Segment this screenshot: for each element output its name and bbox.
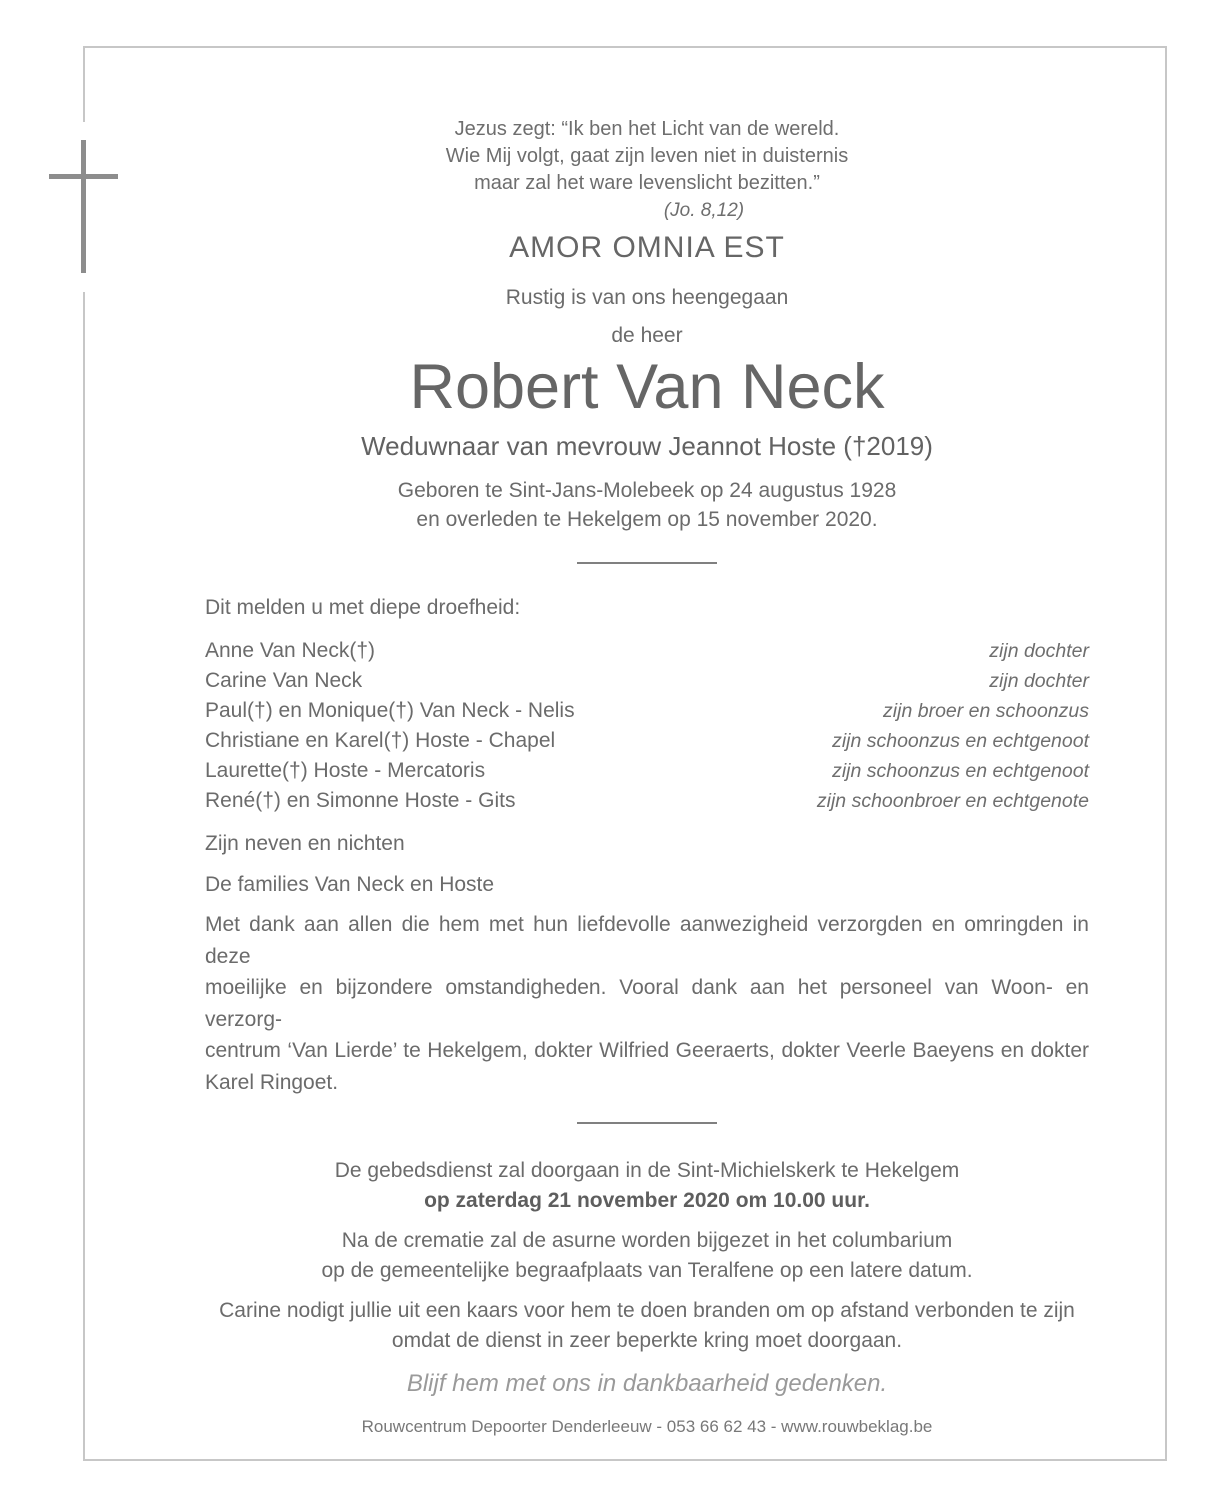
motto: AMOR OMNIA EST [509,231,785,264]
birth-line: Geboren te Sint-Jans-Molebeek op 24 augustus 1928 [397,479,897,502]
service-datetime-line: op zaterdag 21 november 2020 om 10.00 uur. [424,1189,870,1212]
candle-invitation [205,1296,1089,1356]
intro-line: Rustig is van ons heengegaan [505,286,789,309]
announcement-line: Dit melden u met diepe droefheid: [205,596,521,619]
cremation-line-1: Na de crematie zal de asurne worden bijgezet in het columbarium [341,1229,953,1252]
family-member-relation: zijn schoonbroer en echtgenote [816,790,1089,812]
cremation-line-2: op de gemeentelijke begraafplaats van Teralfene op een latere datum. [321,1259,973,1282]
candle-line-1: Carine nodigt jullie uit een kaars voor hem te doen branden om op afstand verbonden te zijn [219,1299,1075,1322]
thanks-line: Karel Ringoet. [205,1070,339,1094]
bible-quote-line: Jezus zegt: “Ik ben het Licht van de wereld. [454,118,840,140]
family-member-name: Paul(†) en Monique(†) Van Neck - Nelis [205,699,575,722]
family-member-name: Laurette(†) Hoste - Mercatoris [205,759,486,782]
family-row [205,696,1089,726]
family-member-relation: zijn schoonzus en echtgenoot [832,760,1089,782]
divider-rule-top [577,562,717,564]
cross-horizontal-bar [49,174,118,179]
family-member-name: Carine Van Neck [205,669,363,692]
family-row [205,786,1089,816]
family-member-relation: zijn dochter [989,640,1089,662]
frame-border-right [1165,46,1167,1461]
death-line: en overleden te Hekelgem op 15 november 2020. [416,508,878,531]
thanks-paragraph [205,909,1089,1098]
nephews-line: Zijn neven en nichten [205,832,405,855]
closing-line: Blijf hem met ons in dankbaarheid gedenken. [406,1370,888,1397]
divider-rule-bottom [577,1122,717,1124]
bible-quote-line: maar zal het ware levenslicht bezitten.” [474,172,820,194]
bible-quote-lines [205,116,1089,197]
family-row [205,666,1089,696]
cremation-info [205,1226,1089,1286]
family-member-name: Anne Van Neck(†) [205,639,376,662]
service-announcement [205,1156,1089,1216]
thanks-line: centrum ‘Van Lierde’ te Hekelgem, dokter Wilfried Geeraerts, dokter Veerle Baeyens en dokter [205,1039,1089,1062]
family-row [205,756,1089,786]
birth-death-dates [205,476,1089,534]
frame-border-left-lower [83,292,85,1461]
bible-quote [205,116,1089,224]
card-content [205,0,1089,1400]
families-line: De families Van Neck en Hoste [205,873,495,896]
salutation: de heer [611,324,683,347]
frame-border-left-upper [83,46,85,122]
family-list [205,636,1089,816]
family-row [205,636,1089,666]
bible-quote-line: Wie Mij volgt, gaat zijn leven niet in duisternis [445,145,849,167]
family-member-relation: zijn dochter [989,670,1089,692]
family-member-relation: zijn schoonzus en echtgenoot [832,730,1089,752]
frame-border-bottom [83,1459,1167,1461]
thanks-line: Met dank aan allen die hem met hun liefdevolle aanwezigheid verzorgden en omringden in deze [205,913,1089,968]
cross-vertical-bar [81,140,86,273]
quote-reference: (Jo. 8,12) [663,200,745,221]
thanks-line: moeilijke en bijzondere omstandigheden. Vooral dank aan het personeel van Woon- en verzorg- [205,976,1089,1031]
candle-line-2: omdat de dienst in zeer beperkte kring moet doorgaan. [391,1329,903,1352]
service-location-line: De gebedsdienst zal doorgaan in de Sint-Michielskerk te Hekelgem [334,1159,960,1182]
widower-line: Weduwnaar van mevrouw Jeannot Hoste (†2019) [361,431,933,461]
family-row [205,726,1089,756]
funeral-home-footer: Rouwcentrum Depoorter Denderleeuw - 053 66 62 43 - www.rouwbeklag.be [361,1417,933,1436]
family-member-name: Christiane en Karel(†) Hoste - Chapel [205,729,556,752]
deceased-name: Robert Van Neck [409,352,885,422]
family-member-relation: zijn broer en schoonzus [883,700,1089,722]
family-member-name: René(†) en Simonne Hoste - Gits [205,789,516,812]
